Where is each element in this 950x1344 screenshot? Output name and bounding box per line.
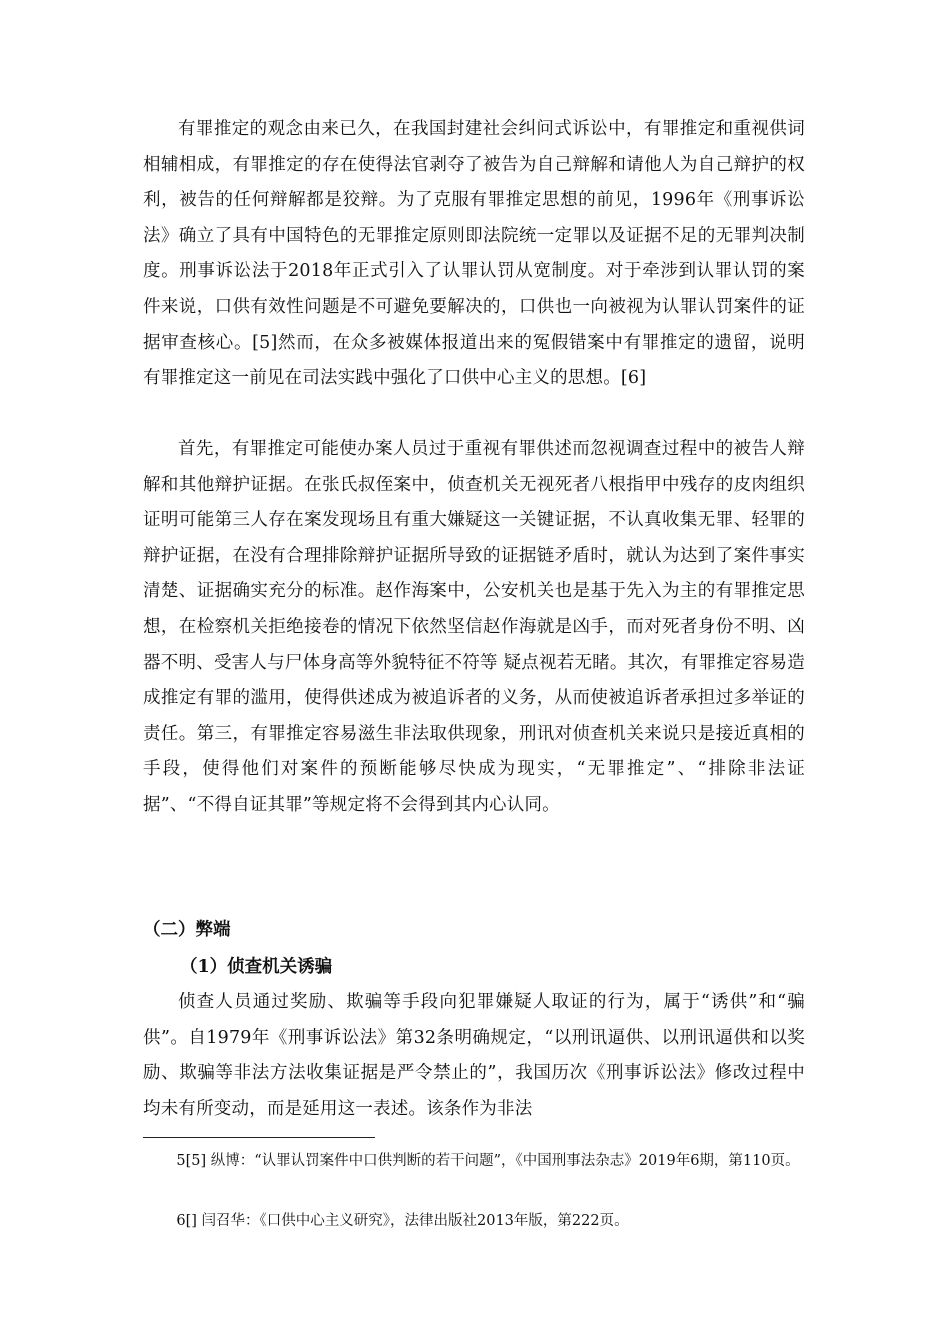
body-paragraph-presumption-of-guilt: 有罪推定的观念由来已久，在我国封建社会纠问式诉讼中，有罪推定和重视供词相辅相成，有罪推定的存在使得法官剥夺了被告为自己辩解和请他人为自己辩护的权利，被告的任何辩解都是狡辩。为了克服有罪推定思想的前见，1996年《刑事诉讼法》确立了具有中国特色的无罪推定原则即法院统一定罪以及证据不足的无罪判决制度。刑事诉讼法于2018年正式引入了认罪认罚从宽制度。对于牵涉到认罪认罚的案件来说，口供有效性问题是不可避免要解决的，口供也一向被视为认罪认罚案件的证据审查核心。[5]然而，在众多被媒体报道出来的冤假错案中有罪推定的遗留，说明有罪推定这一前见在司法实践中强化了口供中心主义的思想。[6] [143, 119, 805, 389]
footnote-6: 6[] 闫召华：《口供中心主义研究》，法律出版社2013年版，第222页。 [176, 1213, 629, 1229]
body-paragraph-case-examples: 首先，有罪推定可能使办案人员过于重视有罪供述而忽视调查过程中的被告人辩解和其他辩护证据。在张氏叔侄案中，侦查机关无视死者八根指甲中残存的皮肉组织证明可能第三人存在案发现场且有重大嫌疑这一关键证据，不认真收集无罪、轻罪的辩护证据，在没有合理排除辩护证据所导致的证据链矛盾时，就认为达到了案件事实清楚、证据确实充分的标准。赵作海案中，公安机关也是基于先入为主的有罪推定思想，在检察机关拒绝接卷的情况下依然坚信赵作海就是凶手，而对死者身份不明、凶器不明、受害人与尸体身高等外貌特征不符等 疑点视若无睹。其次，有罪推定容易造成推定有罪的滥用，使得供述成为被追诉者的义务，从而使被追诉者承担过多举证的责任。第三，有罪推定容易滋生非法取供现象，刑讯对侦查机关来说只是接近真相的手段，使得他们对案件的预断能够尽快成为现实，“无罪推定”、“排除非法证据”、“不得自证其罪”等规定将不会得到其内心认同。 [143, 439, 805, 815]
body-paragraph-inducement-deception: 侦查人员通过奖励、欺骗等手段向犯罪嫌疑人取证的行为，属于“诱供”和“骗供”。自1979年《刑事诉讼法》第32条明确规定，“以刑讯逼供、以刑讯逼供和以奖励、欺骗等非法方法收集证据是严令禁止的”，我国历次《刑事诉讼法》修改过程中均未有所变动，而是延用这一表述。该条作为非法 [143, 992, 805, 1119]
subsection-heading-investigative-deception: （1）侦查机关诱骗 [180, 957, 333, 977]
footnote-separator [143, 1137, 375, 1138]
footnote-5: 5[5] 纵博：“认罪认罚案件中口供判断的若干问题”，《中国刑事法杂志》2019年6期，第110页。 [176, 1153, 800, 1169]
section-heading-drawbacks: （二）弊端 [143, 920, 231, 940]
